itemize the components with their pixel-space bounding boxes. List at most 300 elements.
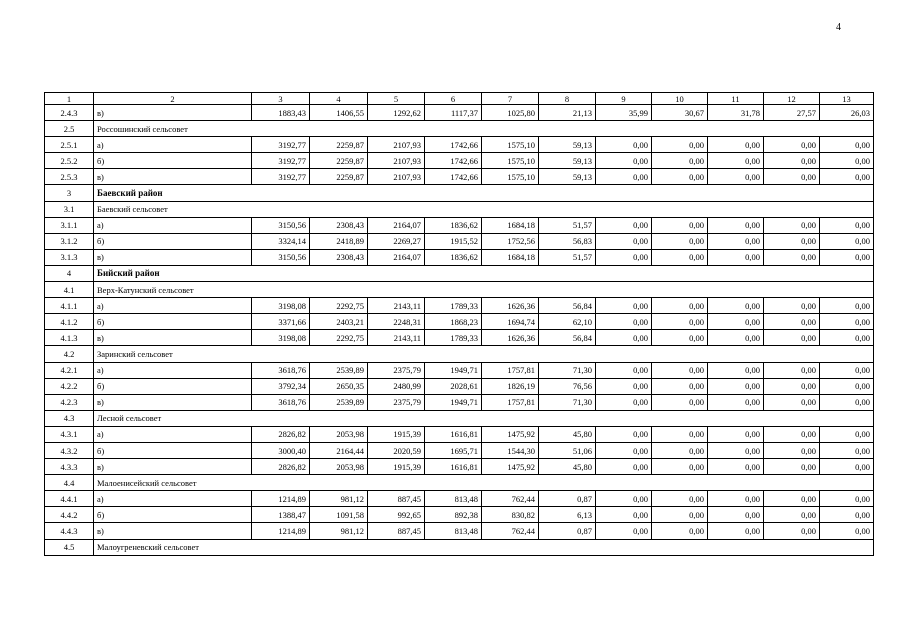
column-number: 9 bbox=[596, 93, 652, 105]
settlement-title: Заринский сельсовет bbox=[94, 346, 874, 362]
row-code: 2.4.3 bbox=[45, 105, 94, 121]
value-cell: 0,00 bbox=[596, 459, 652, 475]
value-cell: 0,00 bbox=[820, 491, 874, 507]
value-cell: 0,00 bbox=[652, 169, 708, 185]
variant-label: а) bbox=[94, 426, 252, 442]
value-cell: 0,00 bbox=[764, 298, 820, 314]
row-code: 2.5.1 bbox=[45, 137, 94, 153]
value-cell: 1826,19 bbox=[482, 378, 539, 394]
value-cell: 2480,99 bbox=[368, 378, 425, 394]
table-row bbox=[45, 523, 874, 539]
value-cell: 762,44 bbox=[482, 491, 539, 507]
value-cell: 0,00 bbox=[764, 442, 820, 458]
value-cell: 1915,39 bbox=[368, 426, 425, 442]
column-number: 3 bbox=[252, 93, 310, 105]
page-number: 4 bbox=[836, 22, 841, 33]
value-cell: 3192,77 bbox=[252, 169, 310, 185]
value-cell: 1883,43 bbox=[252, 105, 310, 121]
settlement-title: Баевский сельсовет bbox=[94, 201, 874, 217]
column-number-header bbox=[45, 93, 874, 105]
table-row bbox=[45, 491, 874, 507]
value-cell: 1214,89 bbox=[252, 491, 310, 507]
value-cell: 0,00 bbox=[596, 233, 652, 249]
value-cell: 830,82 bbox=[482, 507, 539, 523]
value-cell: 1742,66 bbox=[425, 153, 482, 169]
column-number: 12 bbox=[764, 93, 820, 105]
value-cell: 1836,62 bbox=[425, 217, 482, 233]
table-row bbox=[45, 217, 874, 233]
value-cell: 887,45 bbox=[368, 491, 425, 507]
table-row bbox=[45, 426, 874, 442]
value-cell: 0,00 bbox=[652, 153, 708, 169]
table-row bbox=[45, 394, 874, 410]
value-cell: 3150,56 bbox=[252, 217, 310, 233]
value-cell: 45,80 bbox=[539, 459, 596, 475]
value-cell: 1742,66 bbox=[425, 137, 482, 153]
value-cell: 2308,43 bbox=[310, 249, 368, 265]
value-cell: 1742,66 bbox=[425, 169, 482, 185]
value-cell: 2164,07 bbox=[368, 249, 425, 265]
value-cell: 0,00 bbox=[708, 491, 764, 507]
value-cell: 0,00 bbox=[708, 169, 764, 185]
table-row bbox=[45, 442, 874, 458]
value-cell: 1117,37 bbox=[425, 105, 482, 121]
value-cell: 0,00 bbox=[708, 249, 764, 265]
value-cell: 0,00 bbox=[596, 249, 652, 265]
value-cell: 0,00 bbox=[652, 362, 708, 378]
value-cell: 0,00 bbox=[708, 137, 764, 153]
variant-label: а) bbox=[94, 491, 252, 507]
value-cell: 0,00 bbox=[596, 330, 652, 346]
value-cell: 1695,71 bbox=[425, 442, 482, 458]
value-cell: 0,00 bbox=[764, 153, 820, 169]
settlement-title: Верх-Катунский сельсовет bbox=[94, 282, 874, 298]
value-cell: 0,00 bbox=[652, 394, 708, 410]
value-cell: 1475,92 bbox=[482, 426, 539, 442]
value-cell: 0,00 bbox=[596, 442, 652, 458]
value-cell: 1406,55 bbox=[310, 105, 368, 121]
variant-label: в) bbox=[94, 330, 252, 346]
variant-label: в) bbox=[94, 459, 252, 475]
value-cell: 26,03 bbox=[820, 105, 874, 121]
value-cell: 892,38 bbox=[425, 507, 482, 523]
value-cell: 1626,36 bbox=[482, 330, 539, 346]
row-code: 3.1 bbox=[45, 201, 94, 217]
value-cell: 0,00 bbox=[596, 314, 652, 330]
table-row bbox=[45, 169, 874, 185]
value-cell: 0,00 bbox=[652, 523, 708, 539]
value-cell: 21,13 bbox=[539, 105, 596, 121]
value-cell: 0,00 bbox=[708, 378, 764, 394]
value-cell: 0,00 bbox=[708, 314, 764, 330]
value-cell: 0,00 bbox=[820, 314, 874, 330]
value-cell: 0,00 bbox=[820, 442, 874, 458]
value-cell: 0,00 bbox=[596, 523, 652, 539]
section-row bbox=[45, 201, 874, 217]
table-row bbox=[45, 153, 874, 169]
value-cell: 59,13 bbox=[539, 169, 596, 185]
column-number: 6 bbox=[425, 93, 482, 105]
value-cell: 0,00 bbox=[764, 249, 820, 265]
value-cell: 0,00 bbox=[652, 442, 708, 458]
value-cell: 2053,98 bbox=[310, 426, 368, 442]
table-row bbox=[45, 459, 874, 475]
value-cell: 0,00 bbox=[596, 137, 652, 153]
value-cell: 0,00 bbox=[820, 378, 874, 394]
value-cell: 0,00 bbox=[708, 217, 764, 233]
value-cell: 0,00 bbox=[652, 426, 708, 442]
variant-label: б) bbox=[94, 378, 252, 394]
value-cell: 0,00 bbox=[708, 459, 764, 475]
value-cell: 1789,33 bbox=[425, 298, 482, 314]
value-cell: 1836,62 bbox=[425, 249, 482, 265]
value-cell: 2403,21 bbox=[310, 314, 368, 330]
value-cell: 1757,81 bbox=[482, 394, 539, 410]
variant-label: б) bbox=[94, 507, 252, 523]
value-cell: 2539,89 bbox=[310, 362, 368, 378]
value-cell: 0,00 bbox=[652, 298, 708, 314]
value-cell: 0,87 bbox=[539, 523, 596, 539]
value-cell: 981,12 bbox=[310, 491, 368, 507]
value-cell: 0,00 bbox=[708, 330, 764, 346]
row-code: 4.4.3 bbox=[45, 523, 94, 539]
value-cell: 0,00 bbox=[596, 169, 652, 185]
value-cell: 813,48 bbox=[425, 523, 482, 539]
value-cell: 0,00 bbox=[708, 426, 764, 442]
tariff-table bbox=[44, 92, 874, 556]
value-cell: 31,78 bbox=[708, 105, 764, 121]
value-cell: 2375,79 bbox=[368, 362, 425, 378]
variant-label: б) bbox=[94, 233, 252, 249]
value-cell: 3792,34 bbox=[252, 378, 310, 394]
row-code: 4.1.2 bbox=[45, 314, 94, 330]
value-cell: 0,00 bbox=[708, 507, 764, 523]
value-cell: 0,00 bbox=[652, 491, 708, 507]
value-cell: 1684,18 bbox=[482, 217, 539, 233]
value-cell: 992,65 bbox=[368, 507, 425, 523]
value-cell: 0,00 bbox=[764, 233, 820, 249]
value-cell: 1915,39 bbox=[368, 459, 425, 475]
column-number: 7 bbox=[482, 93, 539, 105]
value-cell: 71,30 bbox=[539, 394, 596, 410]
value-cell: 3618,76 bbox=[252, 394, 310, 410]
value-cell: 0,00 bbox=[764, 314, 820, 330]
value-cell: 30,67 bbox=[652, 105, 708, 121]
variant-label: а) bbox=[94, 362, 252, 378]
value-cell: 2292,75 bbox=[310, 330, 368, 346]
value-cell: 0,00 bbox=[764, 523, 820, 539]
variant-label: б) bbox=[94, 442, 252, 458]
value-cell: 1575,10 bbox=[482, 137, 539, 153]
table-row bbox=[45, 507, 874, 523]
row-code: 4.4 bbox=[45, 475, 94, 491]
value-cell: 1949,71 bbox=[425, 362, 482, 378]
row-code: 4.1.3 bbox=[45, 330, 94, 346]
section-row bbox=[45, 346, 874, 362]
value-cell: 1214,89 bbox=[252, 523, 310, 539]
row-code: 4.3.1 bbox=[45, 426, 94, 442]
value-cell: 0,00 bbox=[652, 330, 708, 346]
section-row bbox=[45, 410, 874, 426]
value-cell: 2826,82 bbox=[252, 426, 310, 442]
value-cell: 51,57 bbox=[539, 217, 596, 233]
row-code: 4.2.1 bbox=[45, 362, 94, 378]
value-cell: 0,00 bbox=[820, 459, 874, 475]
value-cell: 0,87 bbox=[539, 491, 596, 507]
value-cell: 56,84 bbox=[539, 298, 596, 314]
row-code: 4.4.2 bbox=[45, 507, 94, 523]
value-cell: 2164,44 bbox=[310, 442, 368, 458]
value-cell: 2539,89 bbox=[310, 394, 368, 410]
value-cell: 0,00 bbox=[764, 394, 820, 410]
value-cell: 0,00 bbox=[708, 362, 764, 378]
value-cell: 813,48 bbox=[425, 491, 482, 507]
row-code: 2.5 bbox=[45, 121, 94, 137]
value-cell: 27,57 bbox=[764, 105, 820, 121]
value-cell: 2107,93 bbox=[368, 153, 425, 169]
section-row bbox=[45, 185, 874, 201]
value-cell: 2020,59 bbox=[368, 442, 425, 458]
value-cell: 1091,58 bbox=[310, 507, 368, 523]
value-cell: 35,99 bbox=[596, 105, 652, 121]
table-row bbox=[45, 249, 874, 265]
value-cell: 59,13 bbox=[539, 153, 596, 169]
value-cell: 1616,81 bbox=[425, 426, 482, 442]
section-row bbox=[45, 265, 874, 281]
value-cell: 2269,27 bbox=[368, 233, 425, 249]
variant-label: в) bbox=[94, 523, 252, 539]
value-cell: 2375,79 bbox=[368, 394, 425, 410]
table-row bbox=[45, 105, 874, 121]
value-cell: 0,00 bbox=[652, 249, 708, 265]
row-code: 4.1.1 bbox=[45, 298, 94, 314]
value-cell: 0,00 bbox=[708, 233, 764, 249]
table-row bbox=[45, 298, 874, 314]
value-cell: 981,12 bbox=[310, 523, 368, 539]
column-number: 2 bbox=[94, 93, 252, 105]
value-cell: 1868,23 bbox=[425, 314, 482, 330]
value-cell: 0,00 bbox=[764, 330, 820, 346]
value-cell: 762,44 bbox=[482, 523, 539, 539]
table-body bbox=[45, 93, 874, 556]
column-number: 5 bbox=[368, 93, 425, 105]
column-number: 4 bbox=[310, 93, 368, 105]
row-code: 4.5 bbox=[45, 539, 94, 555]
value-cell: 1949,71 bbox=[425, 394, 482, 410]
value-cell: 0,00 bbox=[596, 217, 652, 233]
value-cell: 0,00 bbox=[596, 426, 652, 442]
value-cell: 0,00 bbox=[820, 523, 874, 539]
value-cell: 1757,81 bbox=[482, 362, 539, 378]
table-row bbox=[45, 378, 874, 394]
value-cell: 1626,36 bbox=[482, 298, 539, 314]
variant-label: а) bbox=[94, 298, 252, 314]
variant-label: в) bbox=[94, 394, 252, 410]
table-row bbox=[45, 233, 874, 249]
value-cell: 2826,82 bbox=[252, 459, 310, 475]
value-cell: 1752,56 bbox=[482, 233, 539, 249]
value-cell: 3198,08 bbox=[252, 330, 310, 346]
value-cell: 6,13 bbox=[539, 507, 596, 523]
value-cell: 59,13 bbox=[539, 137, 596, 153]
value-cell: 0,00 bbox=[764, 507, 820, 523]
variant-label: в) bbox=[94, 169, 252, 185]
row-code: 4.2 bbox=[45, 346, 94, 362]
value-cell: 2259,87 bbox=[310, 169, 368, 185]
value-cell: 1475,92 bbox=[482, 459, 539, 475]
value-cell: 56,83 bbox=[539, 233, 596, 249]
row-code: 3.1.3 bbox=[45, 249, 94, 265]
value-cell: 0,00 bbox=[764, 491, 820, 507]
value-cell: 3198,08 bbox=[252, 298, 310, 314]
value-cell: 0,00 bbox=[652, 217, 708, 233]
district-title: Бийский район bbox=[94, 265, 874, 281]
value-cell: 0,00 bbox=[708, 394, 764, 410]
value-cell: 0,00 bbox=[652, 137, 708, 153]
settlement-title: Малоугреневский сельсовет bbox=[94, 539, 874, 555]
value-cell: 1575,10 bbox=[482, 153, 539, 169]
variant-label: а) bbox=[94, 137, 252, 153]
value-cell: 0,00 bbox=[596, 394, 652, 410]
value-cell: 2418,89 bbox=[310, 233, 368, 249]
column-number: 13 bbox=[820, 93, 874, 105]
variant-label: б) bbox=[94, 153, 252, 169]
value-cell: 3371,66 bbox=[252, 314, 310, 330]
column-number: 11 bbox=[708, 93, 764, 105]
value-cell: 0,00 bbox=[820, 233, 874, 249]
value-cell: 56,84 bbox=[539, 330, 596, 346]
value-cell: 0,00 bbox=[820, 153, 874, 169]
value-cell: 2143,11 bbox=[368, 298, 425, 314]
value-cell: 0,00 bbox=[708, 153, 764, 169]
value-cell: 0,00 bbox=[820, 426, 874, 442]
value-cell: 2248,31 bbox=[368, 314, 425, 330]
table-row bbox=[45, 362, 874, 378]
value-cell: 1575,10 bbox=[482, 169, 539, 185]
value-cell: 0,00 bbox=[652, 507, 708, 523]
value-cell: 3618,76 bbox=[252, 362, 310, 378]
value-cell: 1388,47 bbox=[252, 507, 310, 523]
value-cell: 51,06 bbox=[539, 442, 596, 458]
row-code: 4.1 bbox=[45, 282, 94, 298]
value-cell: 0,00 bbox=[596, 491, 652, 507]
value-cell: 1915,52 bbox=[425, 233, 482, 249]
value-cell: 0,00 bbox=[820, 298, 874, 314]
value-cell: 3000,40 bbox=[252, 442, 310, 458]
value-cell: 2292,75 bbox=[310, 298, 368, 314]
row-code: 3 bbox=[45, 185, 94, 201]
value-cell: 1025,80 bbox=[482, 105, 539, 121]
district-title: Баевский район bbox=[94, 185, 874, 201]
value-cell: 0,00 bbox=[596, 378, 652, 394]
value-cell: 0,00 bbox=[820, 330, 874, 346]
variant-label: в) bbox=[94, 105, 252, 121]
value-cell: 3150,56 bbox=[252, 249, 310, 265]
value-cell: 62,10 bbox=[539, 314, 596, 330]
value-cell: 2107,93 bbox=[368, 169, 425, 185]
value-cell: 71,30 bbox=[539, 362, 596, 378]
section-row bbox=[45, 282, 874, 298]
value-cell: 1789,33 bbox=[425, 330, 482, 346]
value-cell: 0,00 bbox=[764, 217, 820, 233]
section-row bbox=[45, 475, 874, 491]
value-cell: 45,80 bbox=[539, 426, 596, 442]
value-cell: 0,00 bbox=[820, 137, 874, 153]
value-cell: 51,57 bbox=[539, 249, 596, 265]
row-code: 3.1.1 bbox=[45, 217, 94, 233]
value-cell: 2107,93 bbox=[368, 137, 425, 153]
row-code: 4.2.2 bbox=[45, 378, 94, 394]
value-cell: 0,00 bbox=[596, 362, 652, 378]
value-cell: 0,00 bbox=[708, 523, 764, 539]
value-cell: 2164,07 bbox=[368, 217, 425, 233]
value-cell: 0,00 bbox=[652, 459, 708, 475]
value-cell: 1292,62 bbox=[368, 105, 425, 121]
settlement-title: Россошинский сельсовет bbox=[94, 121, 874, 137]
value-cell: 76,56 bbox=[539, 378, 596, 394]
column-number: 10 bbox=[652, 93, 708, 105]
row-code: 4 bbox=[45, 265, 94, 281]
value-cell: 1684,18 bbox=[482, 249, 539, 265]
value-cell: 0,00 bbox=[820, 217, 874, 233]
value-cell: 0,00 bbox=[764, 378, 820, 394]
value-cell: 0,00 bbox=[708, 298, 764, 314]
row-code: 4.3 bbox=[45, 410, 94, 426]
column-number: 1 bbox=[45, 93, 94, 105]
value-cell: 0,00 bbox=[764, 459, 820, 475]
row-code: 2.5.3 bbox=[45, 169, 94, 185]
row-code: 3.1.2 bbox=[45, 233, 94, 249]
row-code: 2.5.2 bbox=[45, 153, 94, 169]
settlement-title: Малоенисейский сельсовет bbox=[94, 475, 874, 491]
value-cell: 0,00 bbox=[708, 442, 764, 458]
value-cell: 0,00 bbox=[764, 426, 820, 442]
value-cell: 1616,81 bbox=[425, 459, 482, 475]
value-cell: 3192,77 bbox=[252, 153, 310, 169]
value-cell: 0,00 bbox=[820, 249, 874, 265]
value-cell: 0,00 bbox=[652, 233, 708, 249]
column-number: 8 bbox=[539, 93, 596, 105]
value-cell: 0,00 bbox=[596, 507, 652, 523]
row-code: 4.4.1 bbox=[45, 491, 94, 507]
row-code: 4.3.3 bbox=[45, 459, 94, 475]
value-cell: 2650,35 bbox=[310, 378, 368, 394]
value-cell: 0,00 bbox=[764, 169, 820, 185]
value-cell: 2143,11 bbox=[368, 330, 425, 346]
value-cell: 0,00 bbox=[652, 314, 708, 330]
value-cell: 3324,14 bbox=[252, 233, 310, 249]
value-cell: 887,45 bbox=[368, 523, 425, 539]
settlement-title: Лесной сельсовет bbox=[94, 410, 874, 426]
variant-label: а) bbox=[94, 217, 252, 233]
value-cell: 1544,30 bbox=[482, 442, 539, 458]
table-row bbox=[45, 137, 874, 153]
value-cell: 0,00 bbox=[596, 153, 652, 169]
value-cell: 2259,87 bbox=[310, 153, 368, 169]
table-row bbox=[45, 314, 874, 330]
value-cell: 2259,87 bbox=[310, 137, 368, 153]
value-cell: 0,00 bbox=[820, 507, 874, 523]
section-row bbox=[45, 121, 874, 137]
value-cell: 0,00 bbox=[820, 169, 874, 185]
value-cell: 0,00 bbox=[652, 378, 708, 394]
value-cell: 2308,43 bbox=[310, 217, 368, 233]
value-cell: 3192,77 bbox=[252, 137, 310, 153]
value-cell: 0,00 bbox=[820, 394, 874, 410]
variant-label: в) bbox=[94, 249, 252, 265]
value-cell: 2053,98 bbox=[310, 459, 368, 475]
value-cell: 0,00 bbox=[764, 137, 820, 153]
